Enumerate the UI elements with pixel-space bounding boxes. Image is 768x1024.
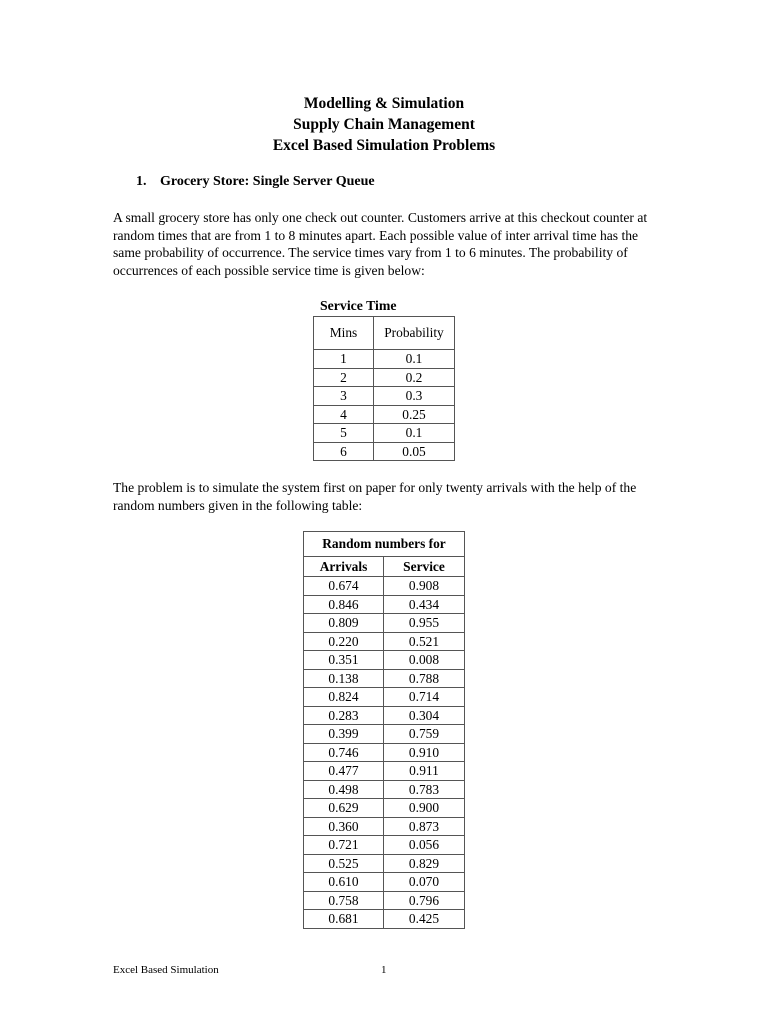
cell-service-random: 0.873 <box>384 817 465 836</box>
title-line-3: Excel Based Simulation Problems <box>272 137 496 154</box>
cell-arrival-random: 0.138 <box>304 669 384 688</box>
cell-service-random: 0.788 <box>384 669 465 688</box>
section-title: Grocery Store: Single Server Queue <box>160 174 375 189</box>
cell-mins: 6 <box>314 442 374 461</box>
cell-service-random: 0.955 <box>384 614 465 633</box>
table-header-row <box>304 557 465 577</box>
section-number: 1. <box>136 174 147 189</box>
cell-mins: 2 <box>314 368 374 387</box>
title-line-2: Supply Chain Management <box>293 116 475 133</box>
cell-arrival-random: 0.360 <box>304 817 384 836</box>
cell-mins: 4 <box>314 405 374 424</box>
table-row <box>304 762 465 781</box>
table-row <box>304 651 465 670</box>
table-row <box>304 632 465 651</box>
cell-service-random: 0.008 <box>384 651 465 670</box>
cell-arrival-random: 0.220 <box>304 632 384 651</box>
random-table-caption: Random numbers for <box>304 532 465 557</box>
table-row <box>304 817 465 836</box>
cell-arrival-random: 0.846 <box>304 595 384 614</box>
table-row <box>304 854 465 873</box>
table-row <box>314 442 455 461</box>
table-row <box>304 799 465 818</box>
page-number: 1 <box>381 964 387 976</box>
cell-service-random: 0.783 <box>384 780 465 799</box>
table-row <box>304 910 465 929</box>
cell-service-random: 0.908 <box>384 577 465 596</box>
cell-service-random: 0.829 <box>384 854 465 873</box>
cell-arrival-random: 0.809 <box>304 614 384 633</box>
cell-service-random: 0.796 <box>384 891 465 910</box>
service-table-caption: Service Time <box>320 298 397 313</box>
table-row <box>304 725 465 744</box>
random-numbers-table <box>303 531 465 929</box>
cell-arrival-random: 0.610 <box>304 873 384 892</box>
cell-arrival-random: 0.351 <box>304 651 384 670</box>
cell-service-random: 0.070 <box>384 873 465 892</box>
cell-arrival-random: 0.283 <box>304 706 384 725</box>
cell-arrival-random: 0.758 <box>304 891 384 910</box>
table-row <box>304 873 465 892</box>
table-row <box>314 368 455 387</box>
cell-probability: 0.1 <box>374 350 455 369</box>
cell-service-random: 0.900 <box>384 799 465 818</box>
title-line-1: Modelling & Simulation <box>303 95 465 112</box>
table-row <box>304 577 465 596</box>
cell-arrival-random: 0.824 <box>304 688 384 707</box>
cell-service-random: 0.910 <box>384 743 465 762</box>
cell-service-random: 0.714 <box>384 688 465 707</box>
cell-mins: 1 <box>314 350 374 369</box>
cell-service-random: 0.759 <box>384 725 465 744</box>
column-header-mins: Mins <box>314 317 374 350</box>
table-row <box>304 836 465 855</box>
table-header-row <box>314 317 455 350</box>
cell-probability: 0.25 <box>374 405 455 424</box>
table-row <box>304 706 465 725</box>
table-caption-row <box>304 532 465 557</box>
cell-arrival-random: 0.525 <box>304 854 384 873</box>
column-header-arrivals: Arrivals <box>304 557 384 577</box>
table-row <box>314 387 455 406</box>
cell-probability: 0.05 <box>374 442 455 461</box>
table-row <box>304 743 465 762</box>
section-heading <box>136 174 375 190</box>
cell-service-random: 0.521 <box>384 632 465 651</box>
column-header-probability: Probability <box>374 317 455 350</box>
cell-service-random: 0.911 <box>384 762 465 781</box>
cell-mins: 5 <box>314 424 374 443</box>
instruction-paragraph: The problem is to simulate the system first on paper for only twenty arrivals with the help of the random numbers given in the following table: <box>113 480 637 513</box>
cell-service-random: 0.304 <box>384 706 465 725</box>
table-row <box>304 688 465 707</box>
table-row <box>304 891 465 910</box>
cell-probability: 0.1 <box>374 424 455 443</box>
cell-arrival-random: 0.674 <box>304 577 384 596</box>
table-row <box>304 595 465 614</box>
column-header-service: Service <box>384 557 465 577</box>
cell-service-random: 0.434 <box>384 595 465 614</box>
cell-arrival-random: 0.498 <box>304 780 384 799</box>
cell-probability: 0.2 <box>374 368 455 387</box>
cell-probability: 0.3 <box>374 387 455 406</box>
table-row <box>314 424 455 443</box>
cell-arrival-random: 0.477 <box>304 762 384 781</box>
cell-arrival-random: 0.746 <box>304 743 384 762</box>
cell-arrival-random: 0.399 <box>304 725 384 744</box>
cell-arrival-random: 0.681 <box>304 910 384 929</box>
table-row <box>314 350 455 369</box>
cell-mins: 3 <box>314 387 374 406</box>
cell-service-random: 0.425 <box>384 910 465 929</box>
table-row <box>304 669 465 688</box>
table-row <box>314 405 455 424</box>
cell-arrival-random: 0.629 <box>304 799 384 818</box>
footer-text: Excel Based Simulation <box>113 964 219 976</box>
cell-arrival-random: 0.721 <box>304 836 384 855</box>
cell-service-random: 0.056 <box>384 836 465 855</box>
table-row <box>304 614 465 633</box>
service-time-table <box>313 316 455 461</box>
problem-paragraph: A small grocery store has only one check out counter. Customers arrive at this checkout counter at random times that are from 1 to 8 minutes apart. Each possible value of inter arrival time has the same probability of occurrence. The service times vary from 1 to 6 minutes. The probability of occurrences of each possible service time is given below: <box>113 210 648 279</box>
table-row <box>304 780 465 799</box>
